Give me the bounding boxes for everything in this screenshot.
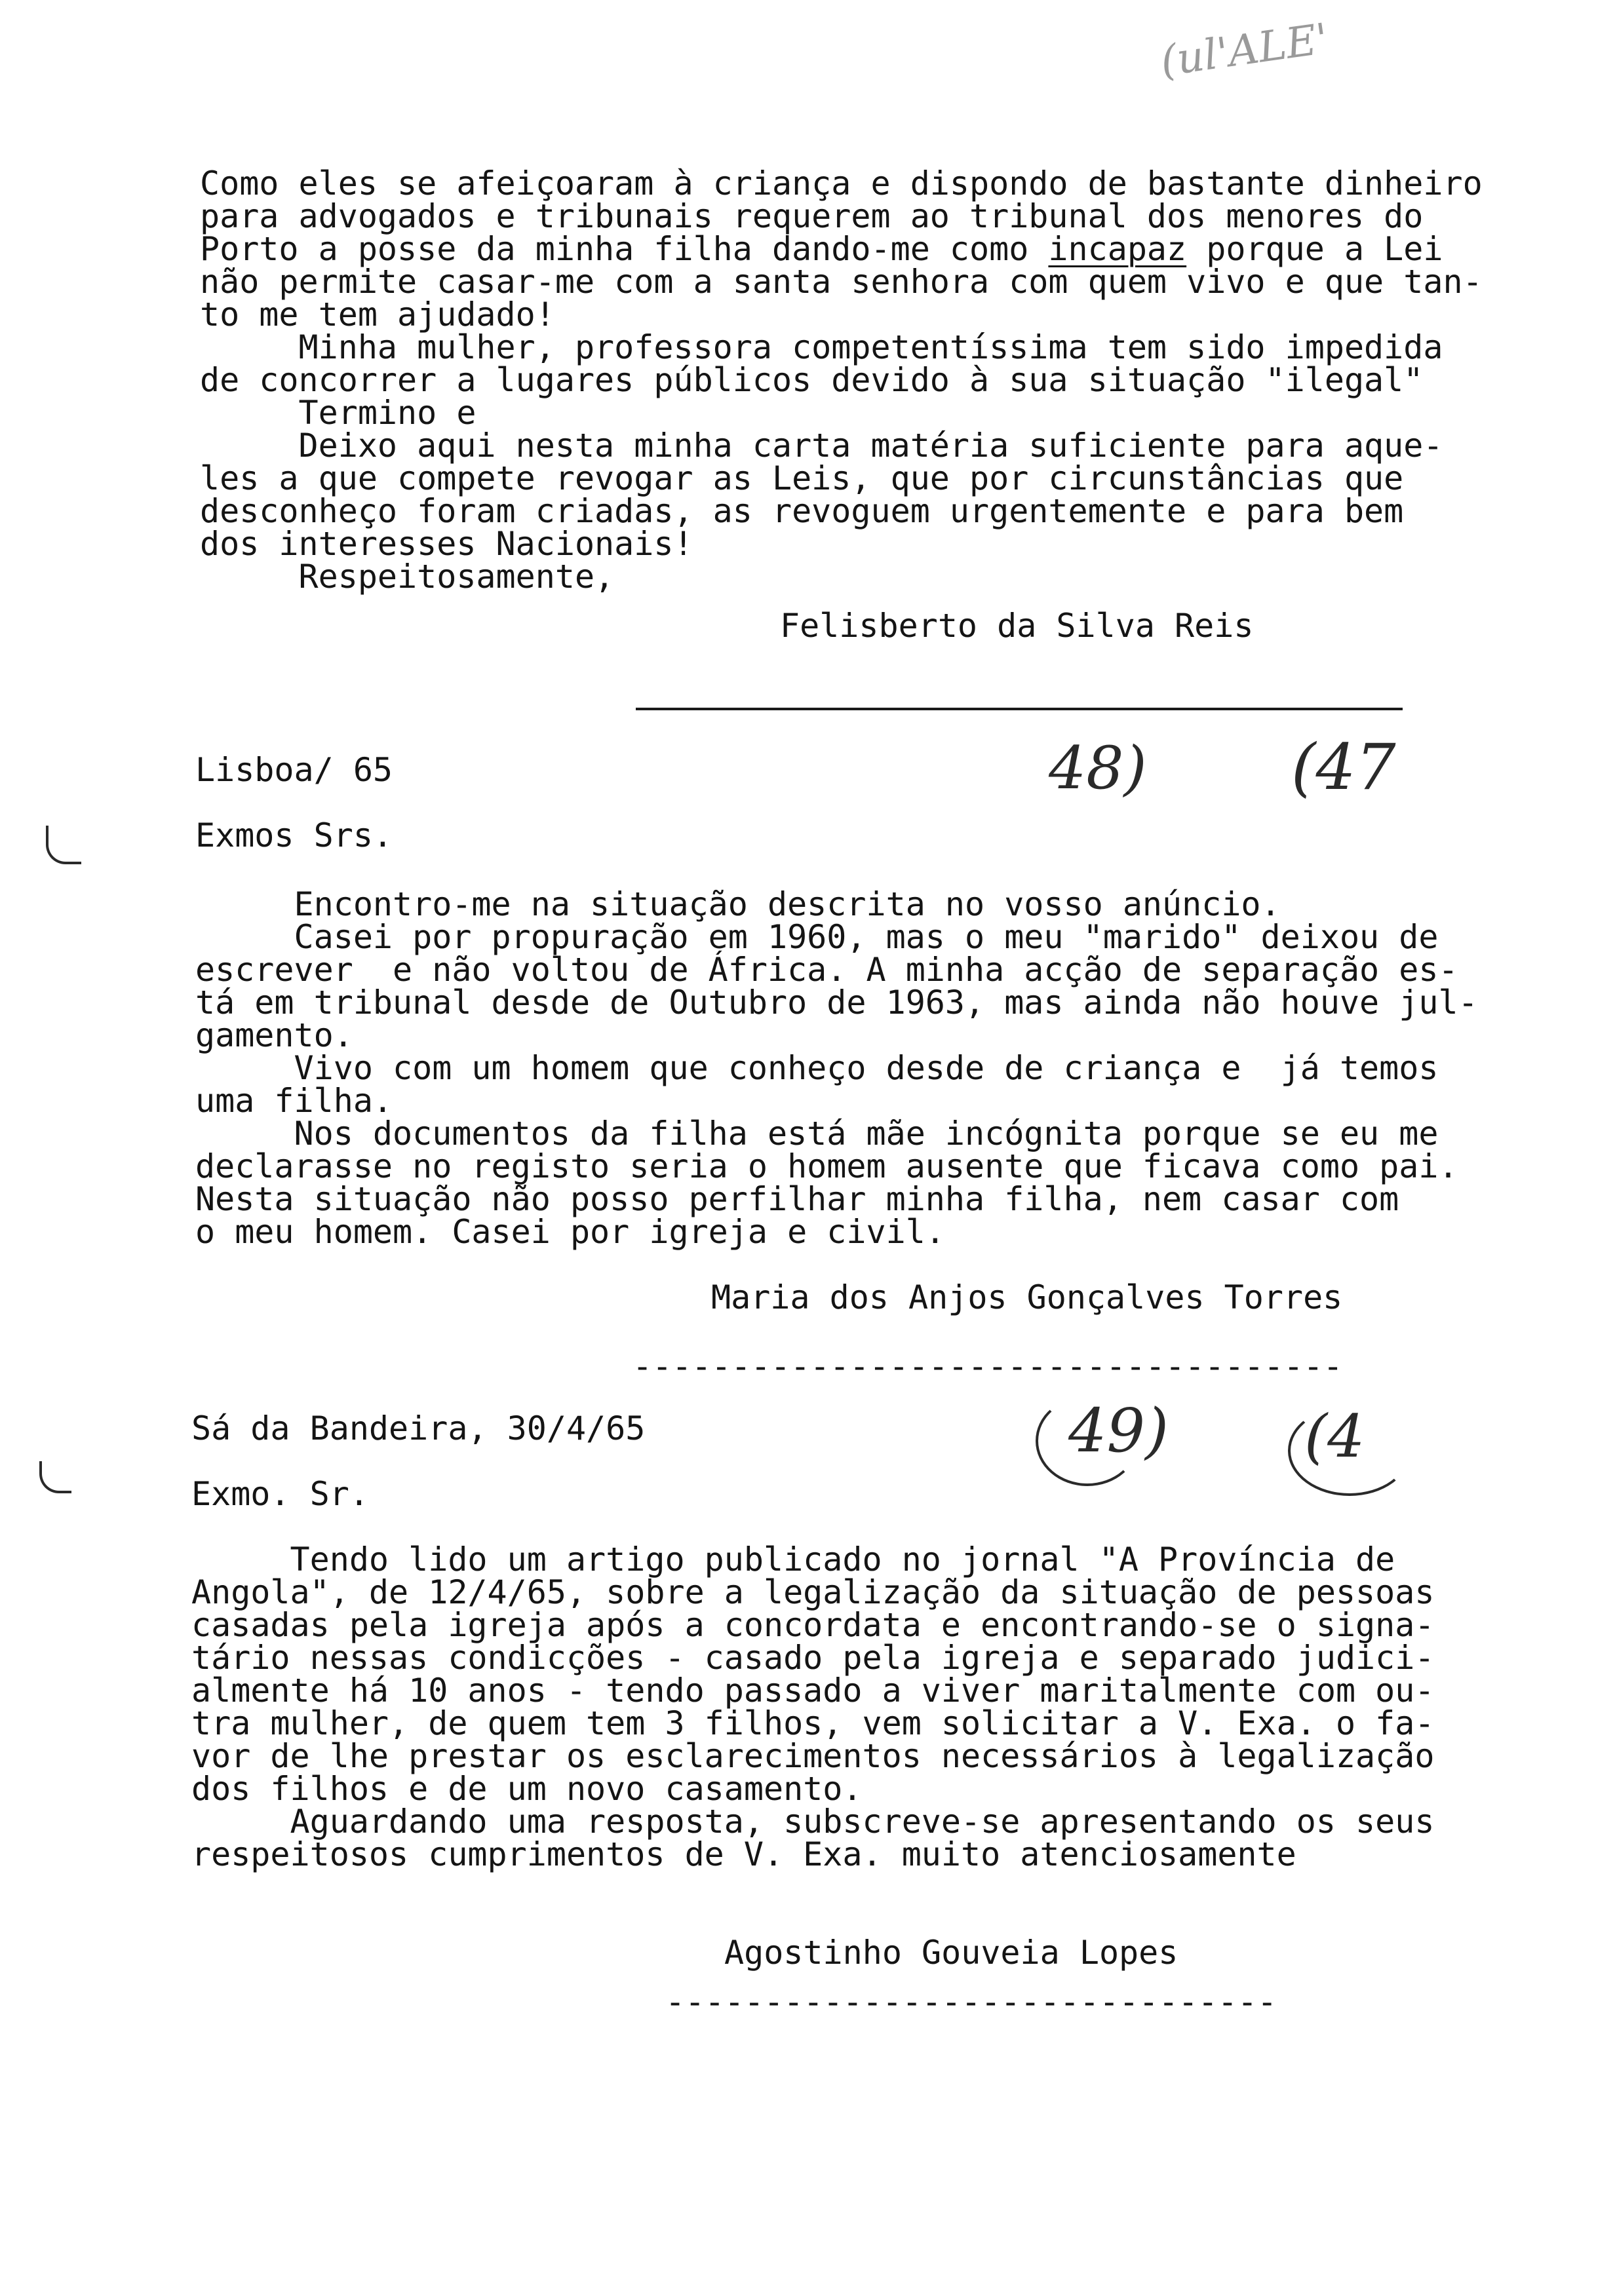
letter-3-number-right: (4 [1304,1402,1365,1471]
letter-1-line: Como eles se afeiçoaram à criança e dispondo de bastante dinheiro [200,164,1483,202]
letter-1-line: Termino e [200,394,477,432]
letter-1-line: Respeitosamente, [200,558,615,596]
letter-1-line: de concorrer a lugares públicos devido à sua situação "ilegal" [200,361,1424,399]
letter-1-line: não permite casar-me com a santa senhora com quem vivo e que tan- [200,263,1483,301]
letter-2-place-date: Lisboa/ 65 [195,751,393,789]
letter-2-divider: ------------------------------------ [632,1350,1343,1383]
letter-1-divider [636,708,1403,710]
letter-2-line: Casei por propuração em 1960, mas o meu "marido" deixou de [195,918,1439,956]
letter-1-line-suffix: porque a Lei [1186,230,1443,268]
letter-1-line-prefix: Porto a posse da minha filha dando-me como [200,230,1049,268]
top-handwritten-note: (ul'ALE' [1158,14,1332,86]
letter-2-salutation: Exmos Srs. [195,816,393,854]
letter-2-line: o meu homem. Casei por igreja e civil. [195,1213,945,1251]
letter-1-line: Deixo aqui nesta minha carta matéria suficiente para aque- [200,427,1443,465]
letter-2-line: Encontro-me na situação descrita no vosso anúncio. [195,885,1281,923]
letter-3-line: vor de lhe prestar os esclarecimentos necessários à legalização [191,1737,1435,1775]
letter-3-line: Aguardando uma resposta, subscreve-se apresentando os seus [191,1803,1435,1841]
letter-1-signature: Felisberto da Silva Reis [780,607,1254,645]
letter-2-line: escrever e não voltou de África. A minha acção de separação es- [195,951,1458,989]
letter-3-number-right-circle [1288,1406,1411,1496]
letter-1-line: desconheço foram criadas, as revoguem urgentemente e para bem [200,492,1404,530]
letter-2-line: Nesta situação não posso perfilhar minha filha, nem casar com [195,1180,1399,1218]
letter-1-line: para advogados e tribunais requerem ao tribunal dos menores do [200,197,1424,235]
letter-2-signature: Maria dos Anjos Gonçalves Torres [711,1278,1343,1316]
letter-3-divider: ------------------------------- [665,1985,1277,2018]
letter-3-number-left-circle [1036,1396,1139,1486]
letter-1-line: to me tem ajudado! [200,296,555,334]
letter-3-salutation: Exmo. Sr. [191,1475,369,1513]
letter-3-line: tário nessas condicções - casado pela igreja e separado judici- [191,1639,1435,1677]
letter-1-line [200,230,1443,268]
underlined-word-incapaz: incapaz [1048,230,1187,268]
letter-3-line: Tendo lido um artigo publicado no jornal "A Província de [191,1540,1395,1578]
letter-2-number-left: 48) [1049,734,1147,803]
letter-3-line: casadas pela igreja após a concordata e encontrando-se o signa- [191,1606,1435,1644]
letter-2-line: Nos documentos da filha está mãe incógnita porque se eu me [195,1115,1439,1153]
letter-3-place-date: Sá da Bandeira, 30/4/65 [191,1409,646,1447]
letter-2-number-right: (47 [1291,731,1396,804]
letter-2-line: gamento. [195,1016,353,1054]
letter-2-line: Vivo com um homem que conheço desde de criança e já temos [195,1049,1439,1087]
letter-3-number-left: 49) [1068,1396,1169,1466]
letter-3-line: tra mulher, de quem tem 3 filhos, vem solicitar a V. Exa. o fa- [191,1704,1435,1742]
letter-3-line: Angola", de 12/4/65, sobre a legalização da situação de pessoas [191,1573,1435,1611]
margin-mark-icon [46,826,81,864]
letter-2-line: uma filha. [195,1082,393,1120]
margin-mark-icon [39,1461,71,1493]
letter-2-line: declarasse no registo seria o homem ausente que ficava como pai. [195,1147,1458,1185]
letter-3-line: respeitosos cumprimentos de V. Exa. muito atenciosamente [191,1835,1296,1873]
letter-1-line: Minha mulher, professora competentíssima tem sido impedida [200,328,1443,366]
letter-3-line: dos filhos e de um novo casamento. [191,1770,863,1808]
letter-3-signature: Agostinho Gouveia Lopes [724,1934,1178,1972]
letter-2-line: tá em tribunal desde de Outubro de 1963, mas ainda não houve jul- [195,984,1478,1022]
letter-1-line: dos interesses Nacionais! [200,525,693,563]
letter-1-line: les a que compete revogar as Leis, que por circunstâncias que [200,459,1404,497]
letter-3-line: almente há 10 anos - tendo passado a viver maritalmente com ou- [191,1672,1435,1710]
